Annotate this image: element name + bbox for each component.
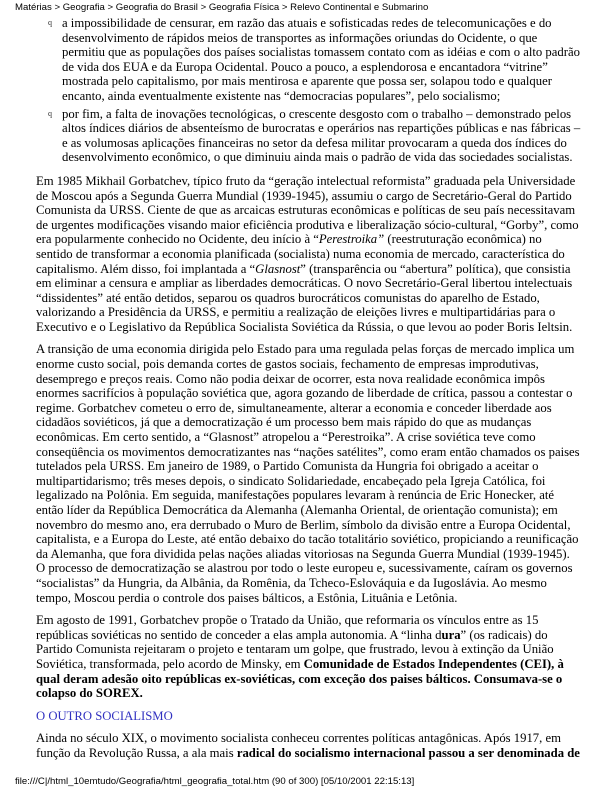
text: Ainda no século XIX, o movimento socialista conheceu correntes políticas antagônicas. Após 1917, em função da Revolução Russa, a ala mais bbox=[36, 731, 561, 760]
list-item bbox=[48, 16, 581, 104]
bold-text: radical do socialismo internacional passou a ser denominada de bbox=[236, 745, 580, 760]
text: Em 1985 Mikhail Gorbatchev, típico fruto da “geração intelectual reformista” graduada pela Universidade de Moscou após a Segunda Guerra Mundial (1939-1945), assumiu o cargo de Secretário-Geral do Partido Comunista da URSS. Ciente de que as arcaicas estruturas econômicas e políticas de seu país necessitavam de urgentes modificações visando maior eficiência produtiva e liberalização sócio-cultural, “Gorby”, como era popularmente conhecido no Ocidente, deu início à “ bbox=[36, 173, 579, 247]
glasnost-term: Glasnost bbox=[255, 261, 301, 276]
list-item bbox=[48, 106, 581, 165]
text: ” (os radicais) do Partido Comunista rejeitaram o projeto e tentaram um golpe, que frustrado, levou à extinção da União Soviética, transformada, pelo acordo de Minsky, em bbox=[36, 627, 554, 671]
paragraph-transition: A transição de uma economia dirigida pelo Estado para uma regulada pelas forças de mercado implica um enorme custo social, pois demanda cortes de gastos sociais, fechamento de empresas improdutivas, desemprego e preços reais. Como não podia deixar de ocorrer, esta nova realidade econômica impôs enormes sacrifícios à população soviética que, agora gozando de liberdade de crítica, passou a contestar o regime. Gorbatchev cometeu o erro de, simultaneamente, alterar a economia e conceder liberdade aos cidadãos soviéticos, já que a democratização é um processo bem mais rápido do que as mudanças econômicas. Em certo sentido, a “Glasnost” atropelou a “Perestroika”. A crise soviética teve como conseqüência os movimentos democratizantes nas “nações satélites”, como eram então chamados os paises tutelados pela URSS. Em janeiro de 1989, o Partido Comunista da Hungria foi obrigado a aceitar o multipartidarismo; três meses depois, o sindicato Solidariedade, encabeçado pela Igreja Católica, foi legalizado na Polônia. Em seguida, manifestações populares levaram à renúncia de Eric Honecker, até então líder da República Democrática da Alemanha (Alemanha Oriental, de orientação comunista); em novembro do mesmo ano, era derrubado o Muro de Berlim, símbolo da divisão entre a Europa Ocidental, capitalista, e a Europa do Leste, até então debaixo do tacão totalitário soviético, propiciando a reunificação da Alemanha, que fora dividida pelas nações aliadas vitoriosas na Segunda Guerra Mundial (1939-1945). O processo de democratização se alastrou por todo o leste europeu e, sucessivamente, caíram os governos “socialistas” da Hungria, da Albânia, da Romênia, da Tcheco-Eslováquia e da Iugoslávia. Ao mesmo tempo, Moscou perdia o controle dos paises bálticos, a Estônia, Lituânia e Letônia. bbox=[36, 342, 580, 605]
text: (reestruturação econômica) no sentido de transformar a economia planificada (socialista) numa economia de mercado, característica do capitalismo. Além disso, foi implantada a “ bbox=[36, 232, 565, 276]
square-bullet-icon: q bbox=[48, 18, 52, 27]
bullet-list bbox=[36, 16, 581, 165]
paragraph-gorbachev bbox=[36, 174, 581, 335]
document-body bbox=[36, 16, 581, 761]
text: Em agosto de 1991, Gorbatchev propõe o Tratado da União, que reformaria os vínculos entre as 15 repúblicas soviéticas no sentido de conceder a elas ampla autonomia. A “linha d bbox=[36, 613, 539, 642]
breadcrumb: Matérias > Geografia > Geografia do Brasil > Geografia Física > Relevo Continental e Submarino bbox=[15, 2, 429, 13]
paragraph-august-1991 bbox=[36, 613, 581, 701]
square-bullet-icon: q bbox=[48, 108, 52, 118]
page-footer: file:///C|/html_10emtudo/Geografia/html_geografia_total.htm (90 of 300) [05/10/2001 22:15:13] bbox=[15, 776, 415, 787]
text: ” (transparência ou “abertura” política), que consistia em eliminar a censura e ampliar as liberdades democráticas. O novo Secretário-Geral libertou intelectuais “dissidentes” até então detidos, separou os quadros burocráticos comunistas do aparelho de Estado, valorizando a Presidência da URSS, e permitiu a realização de eleições livres e multipartidárias para o Executivo e o Legislativo da República Socialista Soviética da Rússia, o que levou ao poder Boris Ieltsin. bbox=[36, 261, 573, 334]
section-heading: O OUTRO SOCIALISMO bbox=[36, 708, 173, 723]
list-item-text: a impossibilidade de censurar, em razão das atuais e sofisticadas redes de telecomunicações e do desenvolvimento de rápidos meios de transportes as informações oriundas do Ocidente, o que permitiu que as populações dos países socialistas tomassem contato com as idéias e com o alto padrão de vida dos EUA e da Europa Ocidental. Pouco a pouco, a esplendorosa e encantadora “vitrine” mostrada pelo capitalismo, por mais mentirosa e aparente que possa ser, solapou todo e qualquer encanto, ainda eventualmente existente nas “democracias populares”, pelo socialismo; bbox=[62, 16, 580, 103]
bold-text: Comunidade de Estados Independentes (CEI), à qual deram adesão oito repúblicas ex-soviéticas, com exceção dos paises bálticos. Consumava-se o colapso do SOREX. bbox=[36, 656, 564, 701]
perestroika-term: Perestroika” bbox=[318, 232, 385, 247]
paragraph-outro-socialismo bbox=[36, 731, 581, 760]
list-item-text: por fim, a falta de inovações tecnológicas, o crescente desgosto com o trabalho – demonstrado pelos altos índices diários de absenteísmo de burocratas e operários nas repartições públicas e nas fábricas – e as volumosas aplicações financeiras no setor da defesa militar provocaram a queda dos índices do desenvolvimento econômico, o que diminuiu ainda mais o padrão de vida das sociedades socialistas. bbox=[62, 106, 581, 165]
bold-text: ura bbox=[441, 627, 461, 642]
